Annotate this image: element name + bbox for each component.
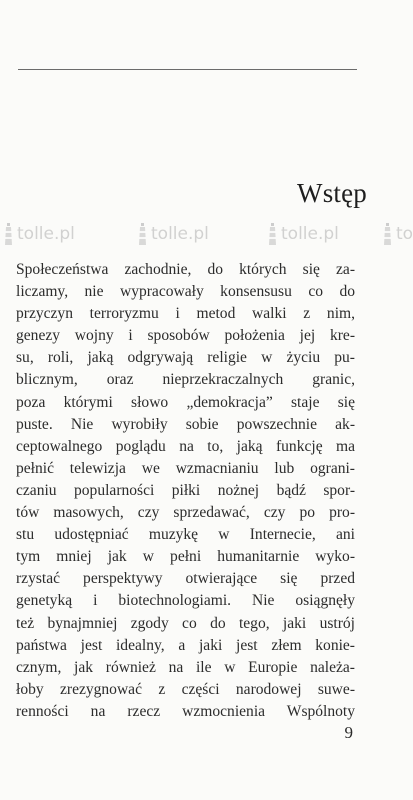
text-line: tów masowych, czy sprzedawać, czy po pro- [16, 504, 355, 522]
text-line: pełnić telewizja we wzmacnianiu lub ograni- [16, 459, 355, 477]
lighthouse-icon [268, 222, 277, 246]
watermark [383, 222, 413, 246]
text-line: genezy wojny i sposobów położenia jej kre- [16, 327, 355, 345]
text-line: puste. Nie wyrobiły sobie powszechnie ak- [16, 415, 355, 433]
text-line: genetyką i biotechnologiami. Nie osiągnęły [16, 592, 355, 610]
text-line: przyczyn terroryzmu i metod walki z nim, [16, 305, 355, 323]
watermark [268, 222, 339, 246]
text-line: stu udostępniać muzykę w Internecie, ani [16, 526, 355, 544]
lighthouse-icon [4, 222, 13, 246]
text-line: poza którymi słowo „demokracja” staje się [16, 393, 355, 411]
watermark-text: tolle.pl [281, 224, 339, 244]
watermark-text: tolle.pl [151, 224, 209, 244]
text-line: Społeczeństwa zachodnie, do których się za- [16, 261, 355, 278]
text-line: też bynajmniej zgody co do tego, jaki ustrój [16, 614, 355, 632]
watermark-strip [0, 222, 411, 252]
text-line: ceptowalnego poglądu na to, jaką funkcję ma [16, 437, 355, 455]
lighthouse-icon [138, 222, 147, 246]
text-line: czaniu popularności piłki nożnej bądź spor- [16, 481, 355, 499]
text-line: su, roli, jaką odgrywają religie w życiu pu- [16, 349, 355, 367]
text-line: blicznym, oraz nieprzekraczalnych granic, [16, 371, 355, 389]
text-line: rzystać perspektywy otwierające się przed [16, 570, 355, 588]
text-line: tym mniej jak w pełni humanitarnie wyko- [16, 548, 355, 566]
lighthouse-icon [383, 222, 392, 246]
watermark [4, 222, 75, 246]
watermark-text-partial: to [396, 224, 413, 244]
body-paragraph [16, 259, 355, 723]
text-line: liczamy, nie wypracowały konsensusu co do [16, 283, 355, 301]
text-line: cznym, jak również na ile w Europie należa- [16, 658, 355, 676]
watermark [138, 222, 209, 246]
chapter-heading: Wstęp [297, 178, 367, 208]
page-number: 9 [344, 723, 353, 742]
text-line: państwa jest idealny, a jaki jest złem konie- [16, 636, 355, 654]
text-line-last: renności na rzecz wzmocnienia Wspólnoty [16, 702, 355, 720]
top-rule [18, 69, 357, 70]
text-line: łoby zrezygnować z części narodowej suwe- [16, 680, 355, 698]
watermark-text: tolle.pl [17, 224, 75, 244]
